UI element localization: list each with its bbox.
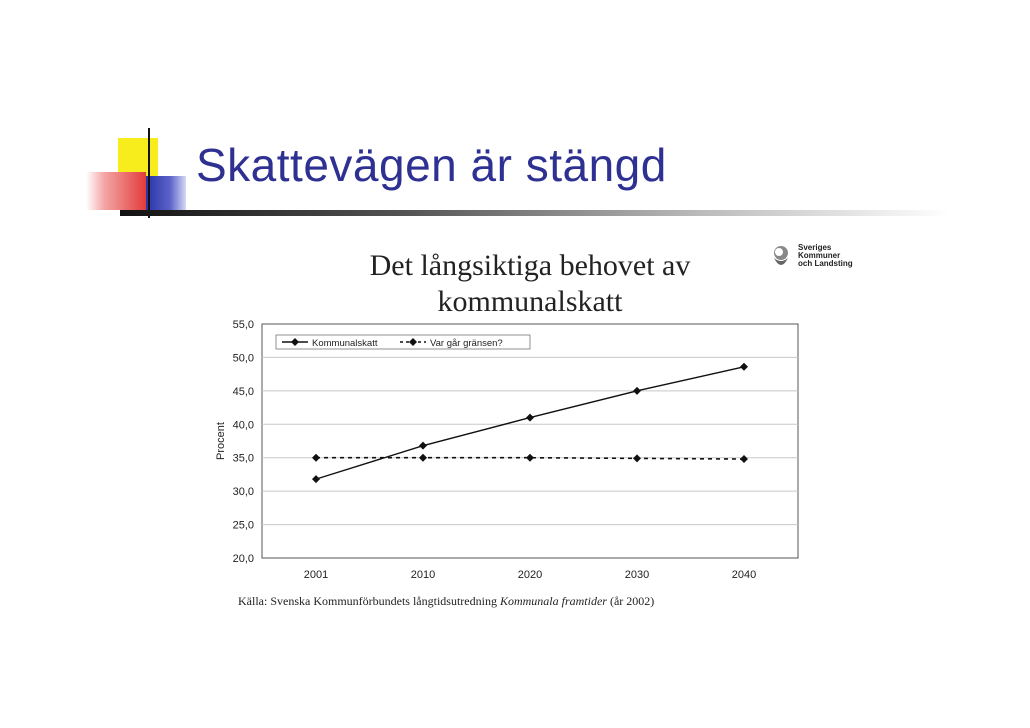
y-tick-label: 40,0 <box>232 419 254 432</box>
source-suffix: (år 2002) <box>606 594 655 608</box>
source-prefix: Källa: Svenska Kommunförbundets långtidsutredning <box>238 594 500 608</box>
logo-line-2: Kommuner <box>798 251 841 260</box>
y-tick-label: 50,0 <box>232 352 254 365</box>
legend-label: Kommunalskatt <box>312 338 378 349</box>
y-tick-label: 55,0 <box>232 319 254 331</box>
y-tick-label: 25,0 <box>232 519 254 532</box>
x-tick-label: 2040 <box>731 569 757 581</box>
y-tick-label: 45,0 <box>232 385 254 398</box>
chart-title-line-2: kommunalskatt <box>437 285 623 318</box>
legend-label: Var går gränsen? <box>430 338 503 349</box>
source-italic: Kommunala framtider <box>499 594 607 608</box>
y-tick-label: 20,0 <box>232 553 254 565</box>
chart-source <box>238 594 654 609</box>
x-tick-label: 2001 <box>303 569 329 581</box>
plot-area <box>262 324 798 558</box>
slide-title: Skattevägen är stängd <box>196 139 667 191</box>
y-axis-label: Procent <box>215 422 227 460</box>
logo-line-1: Sveriges <box>798 243 832 252</box>
x-tick-label: 2020 <box>517 569 543 581</box>
logo-line-3: och Landsting <box>798 259 853 268</box>
x-tick-label: 2030 <box>624 569 650 581</box>
y-tick-label: 35,0 <box>232 452 254 465</box>
y-tick-label: 30,0 <box>232 486 254 499</box>
chart-title-line-1: Det långsiktiga behovet av <box>369 249 691 282</box>
x-tick-label: 2010 <box>410 569 436 581</box>
